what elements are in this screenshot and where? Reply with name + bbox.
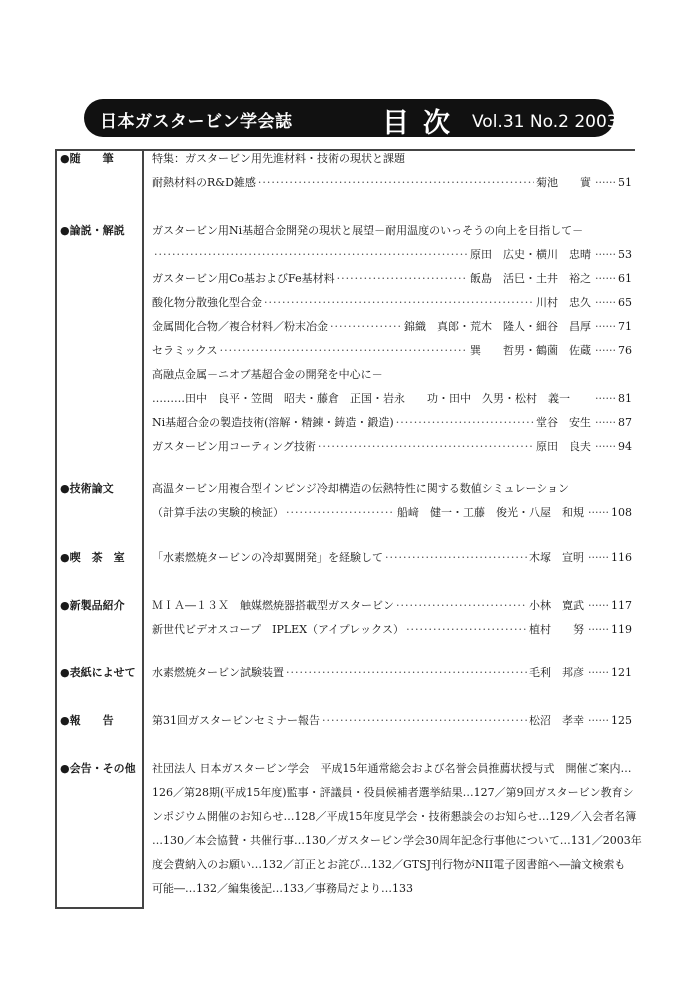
entry-authors: 川村 忠久: [536, 296, 592, 309]
leader-dots: [318, 440, 534, 453]
entry-title: ＭＩＡ―１３Ｘ 触媒燃焼器搭載型ガスタービン: [152, 599, 394, 612]
toc-entry[interactable]: [152, 390, 632, 406]
entry-authors: 堂谷 安生: [536, 416, 592, 429]
leader-dots: [396, 599, 527, 612]
entry-title: 金属間化合物／複合材料／粉末冶金: [152, 320, 328, 333]
entry-page: ······ 94: [595, 440, 632, 453]
entry-authors: 植村 努: [529, 623, 585, 636]
entry-title: 第31回ガスタービンセミナー報告: [152, 714, 320, 727]
entry-authors: ………田中 良平・笠間 昭夫・藤倉 正国・岩永 功・田中 久男・松村 義一: [152, 392, 570, 405]
entry-title: （計算手法の実験的検証）: [152, 506, 284, 519]
entry-title: 酸化物分散強化型合金: [152, 296, 262, 309]
entry-title: 耐熱材料のR&D雑感: [152, 176, 256, 189]
category-tea-room: ●喫 茶 室: [60, 551, 125, 564]
toc-entry[interactable]: [152, 597, 632, 613]
entry-authors: 松沼 孝幸: [529, 714, 585, 727]
category-column-frame: [55, 149, 144, 909]
entry-page: ······ 125: [588, 714, 632, 727]
entry-authors: 錦織 真郎・荒木 隆人・細谷 昌厚: [404, 320, 592, 333]
entry-page: ······ 108: [588, 506, 632, 519]
entry-page: ······ 76: [595, 344, 632, 357]
leader-dots: [258, 176, 534, 189]
toc-entry-heading: ガスタービン用Ni基超合金開発の現状と展望－耐用温度のいっそうの向上を目指して－: [152, 224, 584, 237]
notice-line: …130／本会協賛・共催行事…130／ガスタービン学会30周年記念行事他について…131／2003年: [152, 834, 642, 847]
toc-entry-heading: 高温タービン用複合型インピンジ冷却構造の伝熱特性に関する数値シミュレーション: [152, 482, 570, 495]
toc-entry[interactable]: [152, 270, 632, 286]
entry-page: ······ 61: [595, 272, 632, 285]
entry-authors: 飯島 活巳・土井 裕之: [470, 272, 592, 285]
entry-title: Ni基超合金の製造技術(溶解・精錬・鋳造・鍛造): [152, 416, 394, 429]
entry-title: 新世代ビデオスコープ IPLEX（アイプレックス）: [152, 623, 405, 636]
entry-page: ······ 119: [588, 623, 632, 636]
category-new-products: ●新製品紹介: [60, 599, 125, 612]
toc-entry[interactable]: [152, 621, 632, 637]
leader-dots: [322, 714, 527, 727]
entry-authors: 木塚 宣明: [529, 551, 585, 564]
toc-entry[interactable]: [152, 318, 632, 334]
entry-title: ガスタービン用Co基およびFe基材料: [152, 272, 335, 285]
entry-page: ······ 87: [595, 416, 632, 429]
toc-entry[interactable]: [152, 246, 632, 262]
entry-page: ······ 65: [595, 296, 632, 309]
entry-authors: 毛利 邦彦: [529, 666, 585, 679]
entry-page: ······ 53: [595, 248, 632, 261]
toc-entry[interactable]: [152, 712, 632, 728]
notice-line: 可能―…132／編集後記…133／事務局だより…133: [152, 882, 413, 895]
category-technical-paper: ●技術論文: [60, 482, 114, 495]
notice-line: 126／第28期(平成15年度)監事・評議員・役員候補者選挙結果…127／第9回ガスタービン教育シ: [152, 786, 634, 799]
entry-page: ······ 81: [595, 392, 632, 405]
leader-dots: [154, 248, 468, 261]
toc-entry-heading: 高融点金属－ニオブ基超合金の開発を中心に－: [152, 368, 383, 381]
journal-title: 日本ガスタービン学会誌: [100, 112, 293, 132]
toc-entry[interactable]: [152, 438, 632, 454]
toc-entry[interactable]: [152, 549, 632, 565]
toc-entry[interactable]: [152, 414, 632, 430]
entry-page: ······ 121: [588, 666, 632, 679]
toc-entry[interactable]: [152, 342, 632, 358]
leader-dots: [264, 296, 534, 309]
toc-entry-heading: 特集：ガスタービン用先進材料・技術の現状と課題: [152, 152, 405, 165]
entry-page: ······ 51: [595, 176, 632, 189]
category-review: ●論説・解説: [60, 224, 125, 237]
journal-header: [84, 99, 663, 139]
category-report: ●報 告: [60, 714, 114, 727]
entry-authors: 巽 哲男・鶴薗 佐蔵: [470, 344, 592, 357]
entry-authors: 小林 寛武: [529, 599, 585, 612]
category-cover: ●表紙によせて: [60, 666, 136, 679]
entry-title: ガスタービン用コーティング技術: [152, 440, 316, 453]
category-notices: ●会告・その他: [60, 762, 136, 775]
toc-entry[interactable]: [152, 174, 632, 190]
volume-info: Vol.31 No.2 2003年3月: [472, 112, 663, 132]
leader-dots: [385, 551, 527, 564]
entry-page: ······ 71: [595, 320, 632, 333]
leader-dots: [337, 272, 468, 285]
entry-page: ······ 117: [588, 599, 632, 612]
leader-dots: [406, 623, 527, 636]
toc-label: 目次: [382, 108, 464, 139]
entry-page: ······ 116: [588, 551, 632, 564]
entry-authors: 原田 広史・横川 忠晴: [470, 248, 592, 261]
notice-line: ンポジウム開催のお知らせ…128／平成15年度見学会・技術懇談会のお知らせ…129／入会者名簿: [152, 810, 637, 823]
toc-entry[interactable]: [152, 294, 632, 310]
category-essay: ●随 筆: [60, 152, 114, 165]
entry-title: 「水素燃焼タービンの冷却翼開発」を経験して: [152, 551, 383, 564]
leader-dots: [396, 416, 534, 429]
leader-dots: [220, 344, 468, 357]
leader-dots: [286, 506, 395, 519]
leader-dots: [330, 320, 402, 333]
entry-authors: 原田 良夫: [536, 440, 592, 453]
notice-line: 社団法人 日本ガスタービン学会 平成15年通常総会および名誉会員推薦状授与式 開催ご案内…: [152, 762, 632, 775]
notice-line: 度会費納入のお願い…132／訂正とお詫び…132／GTSJ刊行物がNII電子図書館へ―論文検索も: [152, 858, 626, 871]
entry-title: セラミックス: [152, 344, 218, 357]
entry-authors: 船﨑 健一・工藤 俊光・八屋 和規: [397, 506, 585, 519]
entry-title: 水素燃焼タービン試験装置: [152, 666, 284, 679]
leader-dots: [286, 666, 527, 679]
entry-authors: 菊池 實: [536, 176, 592, 189]
toc-entry[interactable]: [152, 504, 632, 520]
toc-entry[interactable]: [152, 664, 632, 680]
